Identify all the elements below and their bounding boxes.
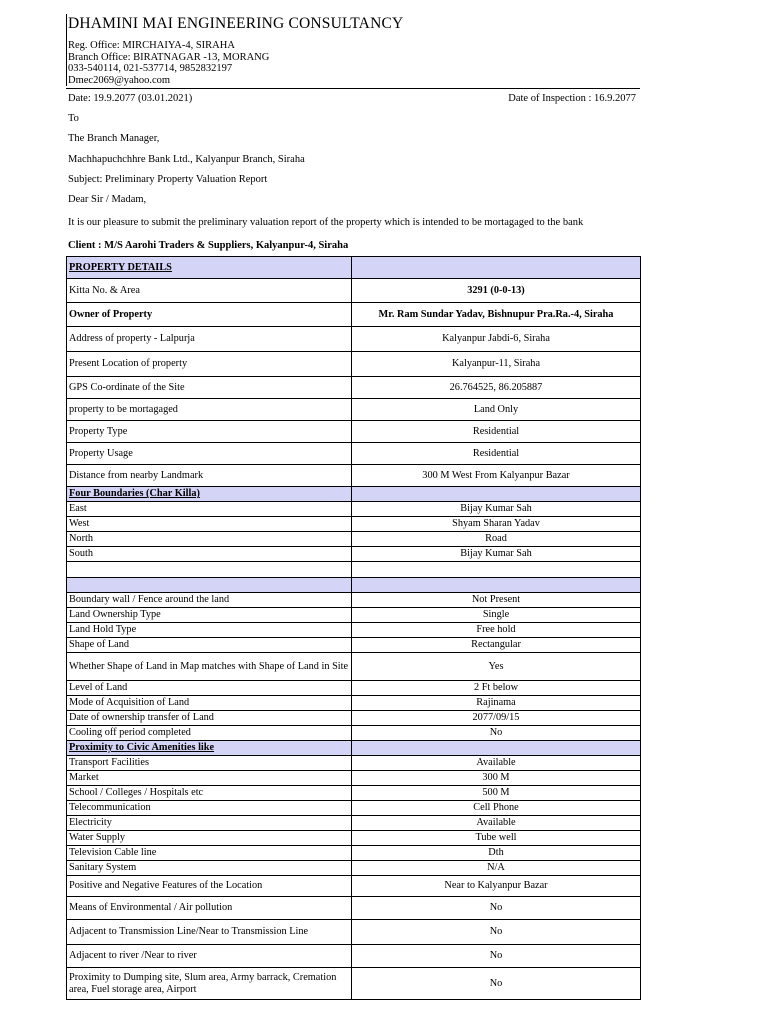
row-value: Not Present xyxy=(352,593,641,608)
table-row xyxy=(67,653,641,681)
row-label: Present Location of property xyxy=(67,352,352,377)
row-value: Kalyanpur Jabdi-6, Siraha xyxy=(352,327,641,352)
to-line: To xyxy=(68,113,79,124)
section-title: Proximity to Civic Amenities like xyxy=(67,741,352,756)
row-value: 2 Ft below xyxy=(352,681,641,696)
row-label: Owner of Property xyxy=(67,303,352,327)
table-row xyxy=(67,831,641,846)
row-value: Land Only xyxy=(352,399,641,421)
table-row xyxy=(67,861,641,876)
recipient: The Branch Manager, xyxy=(68,133,160,144)
letter-date: Date: 19.9.2077 (03.01.2021) xyxy=(68,93,193,104)
row-value: 300 M xyxy=(352,771,641,786)
row-value: Dth xyxy=(352,846,641,861)
row-value: No xyxy=(352,945,641,968)
table-row xyxy=(67,547,641,562)
row-value: 2077/09/15 xyxy=(352,711,641,726)
table-row xyxy=(67,638,641,653)
row-label: Distance from nearby Landmark xyxy=(67,465,352,487)
row-value: 26.764525, 86.205887 xyxy=(352,377,641,399)
row-label: Water Supply xyxy=(67,831,352,846)
row-label: Television Cable line xyxy=(67,846,352,861)
row-value: Mr. Ram Sundar Yadav, Bishnupur Pra.Ra.-4, Siraha xyxy=(352,303,641,327)
table-row xyxy=(67,377,641,399)
table-row xyxy=(67,465,641,487)
section-header-row xyxy=(67,487,641,502)
row-label: Transport Facilities xyxy=(67,756,352,771)
row-value: 500 M xyxy=(352,786,641,801)
header-divider xyxy=(66,88,640,89)
row-label: North xyxy=(67,532,352,547)
row-value: Kalyanpur-11, Siraha xyxy=(352,352,641,377)
row-value: Tube well xyxy=(352,831,641,846)
row-label: GPS Co-ordinate of the Site xyxy=(67,377,352,399)
table-row xyxy=(67,945,641,968)
table-row xyxy=(67,816,641,831)
row-label: West xyxy=(67,517,352,532)
table-row xyxy=(67,517,641,532)
row-value: 3291 (0-0-13) xyxy=(352,279,641,303)
section-blank xyxy=(352,487,641,502)
table-row xyxy=(67,786,641,801)
row-value: Free hold xyxy=(352,623,641,638)
row-value: Rajinama xyxy=(352,696,641,711)
table-row xyxy=(67,608,641,623)
row-label: Address of property - Lalpurja xyxy=(67,327,352,352)
row-value: Near to Kalyanpur Bazar xyxy=(352,876,641,897)
table-row xyxy=(67,352,641,377)
row-value: N/A xyxy=(352,861,641,876)
client-line: Client : M/S Aarohi Traders & Suppliers, Kalyanpur-4, Siraha xyxy=(68,240,349,251)
row-label: Market xyxy=(67,771,352,786)
row-value: No xyxy=(352,726,641,741)
row-label: East xyxy=(67,502,352,517)
table-row xyxy=(67,726,641,741)
row-value: No xyxy=(352,920,641,945)
table-row xyxy=(67,968,641,1000)
row-value: Shyam Sharan Yadav xyxy=(352,517,641,532)
blank-cell xyxy=(352,578,641,593)
row-label: Property Type xyxy=(67,421,352,443)
table-row xyxy=(67,327,641,352)
blank-cell xyxy=(67,578,352,593)
section-blank xyxy=(352,257,641,279)
table-row xyxy=(67,771,641,786)
row-value: Residential xyxy=(352,421,641,443)
row-label: Boundary wall / Fence around the land xyxy=(67,593,352,608)
table-row xyxy=(67,399,641,421)
table-row xyxy=(67,711,641,726)
company-name: DHAMINI MAI ENGINEERING CONSULTANCY xyxy=(68,15,404,32)
property-details-table xyxy=(66,256,641,1000)
table-row xyxy=(67,696,641,711)
row-value: No xyxy=(352,968,641,1000)
table-row xyxy=(67,920,641,945)
reg-office: Reg. Office: MIRCHAIYA-4, SIRAHA xyxy=(68,40,235,51)
row-label: Means of Environmental / Air pollution xyxy=(67,897,352,920)
table-row xyxy=(67,681,641,696)
row-label: property to be mortagaged xyxy=(67,399,352,421)
row-value: Yes xyxy=(352,653,641,681)
phone-numbers: 033-540114, 021-537714, 9852832197 xyxy=(68,63,233,74)
table-row xyxy=(67,593,641,608)
section-header-row xyxy=(67,257,641,279)
blank-cell xyxy=(67,562,352,578)
row-label: Kitta No. & Area xyxy=(67,279,352,303)
row-label: Shape of Land xyxy=(67,638,352,653)
row-label: Electricity xyxy=(67,816,352,831)
row-value: Single xyxy=(352,608,641,623)
row-value: Cell Phone xyxy=(352,801,641,816)
salutation: Dear Sir / Madam, xyxy=(68,194,147,205)
row-value: 300 M West From Kalyanpur Bazar xyxy=(352,465,641,487)
table-row xyxy=(67,443,641,465)
blank-cell xyxy=(352,562,641,578)
row-label: Positive and Negative Features of the Location xyxy=(67,876,352,897)
row-label: Level of Land xyxy=(67,681,352,696)
table-row xyxy=(67,756,641,771)
row-label: School / Colleges / Hospitals etc xyxy=(67,786,352,801)
row-label: Adjacent to river /Near to river xyxy=(67,945,352,968)
row-label: Sanitary System xyxy=(67,861,352,876)
row-label: Cooling off period completed xyxy=(67,726,352,741)
section-title: Four Boundaries (Char Killa) xyxy=(67,487,352,502)
letterhead xyxy=(66,14,642,86)
row-value: Bijay Kumar Sah xyxy=(352,502,641,517)
table-row xyxy=(67,279,641,303)
row-label: Adjacent to Transmission Line/Near to Transmission Line xyxy=(67,920,352,945)
row-label: Telecommunication xyxy=(67,801,352,816)
row-label: Whether Shape of Land in Map matches with Shape of Land in Site xyxy=(67,653,352,681)
row-value: Available xyxy=(352,756,641,771)
blank-section-row xyxy=(67,578,641,593)
table-row xyxy=(67,532,641,547)
table-row xyxy=(67,303,641,327)
email: Dmec2069@yahoo.com xyxy=(68,74,171,86)
table-row xyxy=(67,801,641,816)
row-label: Land Hold Type xyxy=(67,623,352,638)
row-label: South xyxy=(67,547,352,562)
row-value: Road xyxy=(352,532,641,547)
table-row xyxy=(67,876,641,897)
inspection-date: Date of Inspection : 16.9.2077 xyxy=(508,93,636,104)
section-title: PROPERTY DETAILS xyxy=(67,257,352,279)
row-label: Date of ownership transfer of Land xyxy=(67,711,352,726)
section-header-row xyxy=(67,741,641,756)
table-row xyxy=(67,421,641,443)
row-label: Property Usage xyxy=(67,443,352,465)
table-row xyxy=(67,502,641,517)
blank-row xyxy=(67,562,641,578)
branch-office: Branch Office: BIRATNAGAR -13, MORANG xyxy=(68,51,270,63)
row-value: No xyxy=(352,897,641,920)
row-label: Mode of Acquisition of Land xyxy=(67,696,352,711)
section-blank xyxy=(352,741,641,756)
table-row xyxy=(67,897,641,920)
intro-paragraph: It is our pleasure to submit the preliminary valuation report of the property which is intended to be mortagaged to the bank xyxy=(68,217,584,228)
row-value: Bijay Kumar Sah xyxy=(352,547,641,562)
row-label: Proximity to Dumping site, Slum area, Army barrack, Cremation area, Fuel storage area, Airport xyxy=(67,968,352,1000)
table-row xyxy=(67,623,641,638)
row-value: Available xyxy=(352,816,641,831)
table-row xyxy=(67,846,641,861)
subject: Subject: Preliminary Property Valuation Report xyxy=(68,174,268,185)
row-value: Rectangular xyxy=(352,638,641,653)
row-value: Residential xyxy=(352,443,641,465)
bank-name: Machhapuchchhre Bank Ltd., Kalyanpur Branch, Siraha xyxy=(68,154,305,165)
row-label: Land Ownership Type xyxy=(67,608,352,623)
